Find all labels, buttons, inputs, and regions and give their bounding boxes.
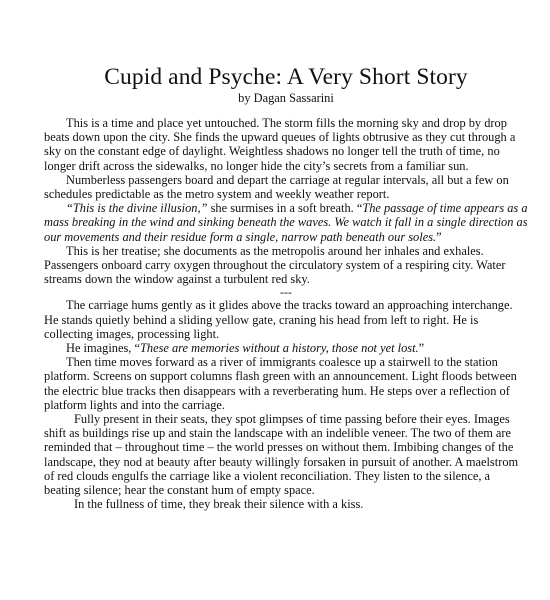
paragraph: Numberless passengers board and depart the carriage at regular intervals, all but a few on schedules predictable as the metro system and weekly weather report. — [44, 172, 509, 202]
paragraph: The carriage hums gently as it glides above the tracks toward an approaching interchange. He stands quietly behind a sliding yellow gate, craning his head from left to right. He is collecting images, processing light. — [44, 298, 513, 341]
paragraph: Fully present in their seats, they spot glimpses of time passing before their eyes. Images shift as buildings rise up and stain the landscape with an indelible veneer. The two of them are reminded that – throughout time – the world presses on without them. Imbibing changes of the landscape, they nod at beauty after beauty willingly forsaken in pursuit of another. A maelstrom of red clouds engulfs the carriage like a violent reconciliation. They listen to the silence, a beating silence; hear the constant hum of empty space. — [44, 412, 519, 498]
paragraph: This is a time and place yet untouched. The storm fills the morning sky and drop by drop beats down upon the city. She finds the upward queues of lights obtrusive as they cut through a sky on the constant edge of daylight. Weightless shadows no longer tell the truth of time, no longer drift across the sidewalks, no longer hide the city’s secrets from a familiar sun. — [44, 116, 516, 173]
paragraph: In the fullness of time, they break their silence with a kiss. — [74, 497, 364, 512]
paragraph-text: He imagines, “ — [66, 341, 140, 356]
paragraph: Then time moves forward as a river of immigrants coalesce up a stairwell to the station platform. Screens on support columns flash green with an announcement. Light floods between the electric blue tracks then disappears with a reverberating hum. He steps over a reflection of platform lights and into the carriage. — [44, 355, 517, 412]
story-title: Cupid and Psyche: A Very Short Story — [104, 64, 468, 90]
quote-text: The passage of time appears as a mass breaking in the wind and sinking beneath the waves. We watch it fall in a single direction as our movements and their residue form a single, narrow path beneath our soles. — [44, 201, 528, 244]
paragraph — [44, 341, 528, 355]
story-author: by Dagan Sassarini — [238, 91, 334, 105]
quote-text: These are memories without a history, those not yet lost. — [139, 341, 419, 356]
paragraph: This is her treatise; she documents as the metropolis around her inhales and exhales. Passengers onboard carry oxygen throughout the circulatory system of a respiring city. Water streams down the window against a turbulent red sky. — [44, 243, 506, 287]
paragraph-text: she surmises in a soft breath. “ — [207, 201, 363, 216]
paragraph-text: ” — [418, 341, 425, 356]
story-body — [44, 116, 528, 511]
paragraph — [44, 201, 528, 244]
paragraph-text: ” — [436, 229, 442, 244]
quote-text: “This is the divine illusion,” — [66, 201, 208, 216]
section-separator: --- — [280, 285, 292, 300]
